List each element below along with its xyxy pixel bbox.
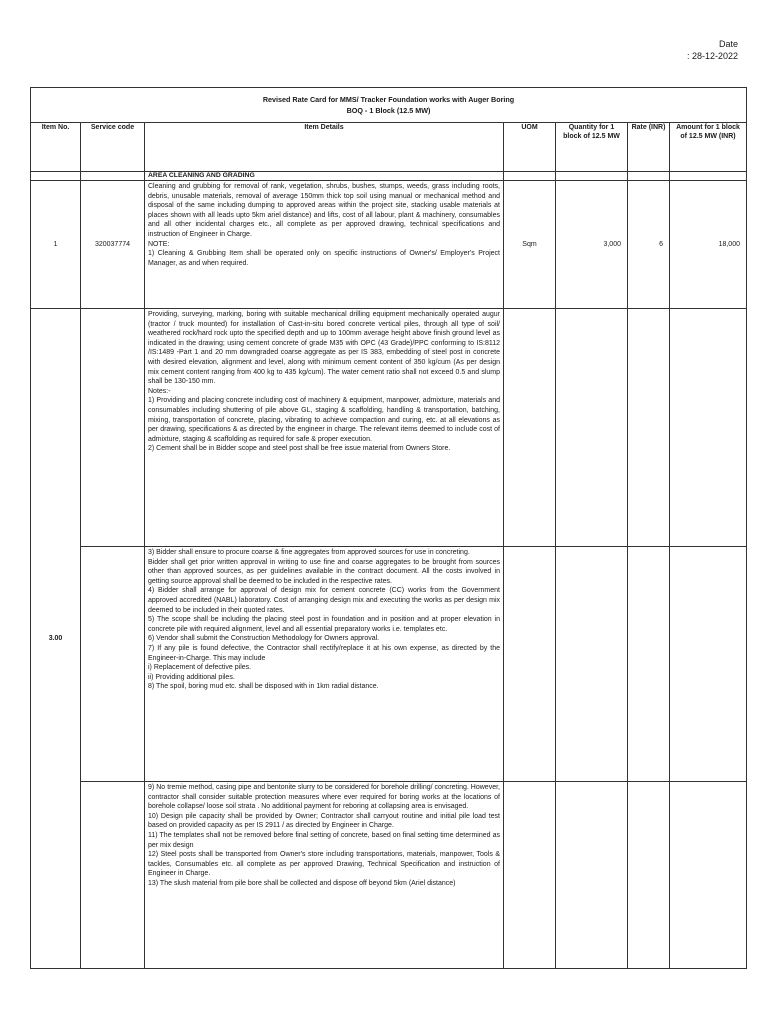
item2-detail-para: 3) Bidder shall ensure to procure coarse & fine aggregates from approved sources for use in concreting. xyxy=(148,549,470,556)
item2-detail-para: 11) The templates shall not be removed before final setting of concrete, based on final setting time determined as per mix design xyxy=(148,831,500,849)
item2-detail-para: 8) The spoil, boring mud etc. shall be disposed with in 1km radial distance. xyxy=(148,683,379,691)
item1-detail-para: NOTE: xyxy=(148,240,170,248)
item1-rate: 6 xyxy=(628,181,670,309)
col-service-code: Service code xyxy=(81,123,145,172)
item1-quantity: 3,000 xyxy=(556,181,628,309)
item2-detail-para: i) Replacement of defective piles. xyxy=(148,664,252,672)
col-rate: Rate (INR) xyxy=(628,123,670,172)
table-title xyxy=(31,88,747,123)
item1-service-code: 320037774 xyxy=(81,181,145,309)
col-amount: Amount for 1 block of 12.5 MW (INR) xyxy=(670,123,747,172)
column-header-row xyxy=(31,123,747,172)
item2-detail-para: 1) Providing and placing concrete including cost of machinery & equipment, manpower, admixture, materials and consumables including shuttering of pile above GL, staging & scaffolding, handling & transportation, batching, mixing, transportation of concrete, placing, vibrating to achieve compaction and curing, etc. at all elevations as per drawing, specifications & as directed by the engineer in charge. The relevant items deemed to include cost of admixture, staging & scaffolding as required for safe & proper execution. xyxy=(148,397,500,443)
section-row xyxy=(31,172,747,181)
item2-detail-para: Providing, surveying, marking, boring with suitable mechanical drilling equipment mechanically operated augur (tractor / truck mounted) for installation of Cast-in-situ bored concrete vertical piles, through all type of soil/ weathered rock/hard rock upto the specified depth and up to 100mm average height above finish ground level as indicated in the drawing; using cement concrete of grade M35 with OPC (43 Grade)/PPC conforming to IS:8112 /IS:1489 -Part 1 and 20 mm downgraded coarse aggregate as per IS 383, embedding of steel post in concrete with desired elevation, alignment and level, along with minimum cement content of 350 kg/cum (As per design mix cement content ranging from 400 kg to 435 kg/cum). The water cement ratio shall not exceed 0.5 and slump shall be 130-150 mm. xyxy=(148,311,500,386)
section-title: AREA CLEANING AND GRADING xyxy=(145,172,504,181)
rate-card-table xyxy=(30,87,747,969)
item1-uom: Sqm xyxy=(504,181,556,309)
item2-detail-para: ii) Providing additional piles. xyxy=(148,673,235,681)
col-item-no: Item No. xyxy=(31,123,81,172)
table-title-line1: Revised Rate Card for MMS/ Tracker Foundation works with Auger Boring xyxy=(262,95,515,104)
table-title-line2: BOQ - 1 Block (12.5 MW) xyxy=(346,106,431,115)
date-value: : 28-12-2022 xyxy=(686,51,738,61)
col-quantity: Quantity for 1 block of 12.5 MW xyxy=(556,123,628,172)
item2-detail-para: Notes:- xyxy=(148,387,171,395)
item2-detail-para: 10) Design pile capacity shall be provided by Owner; Contractor shall carryout routine and initial pile load test based on provided capacity as per IS 2911 / as directed by Engineer in Charge. xyxy=(148,812,500,830)
date-block xyxy=(687,38,738,62)
item2-detail-para: 13) The slush material from pile bore shall be collected and dispose off beyond 5km (Ariel distance) xyxy=(148,879,456,887)
item2-detail-para: 6) Vendor shall submit the Construction Methodology for Owners approval. xyxy=(148,635,380,643)
item2-detail-para: 2) Cement shall be in Bidder scope and steel post shall be free issue material from Owners Store. xyxy=(148,445,451,453)
item1-details xyxy=(145,181,504,309)
col-item-details: Item Details xyxy=(145,123,504,172)
item2-detail-para: 5) The scope shall be including the placing steel post in foundation and in position and at proper elevation in concrete pile with required alignment, level and all essential preparatory works i.e. templates etc. xyxy=(148,616,500,633)
item2-detail-para: Bidder shall get prior written approval in writing to use fine and coarse aggregates to be brought from sources other than approved sources, as per guidelines available in the contract document. All the costs involved in getting source approval shall be deemed to be included in the respective rates. xyxy=(148,558,500,585)
item1-detail-para: 1) Cleaning & Grubbing Item shall be operated only on specific instructions of Owner's/ Employer's Project Manager, as and when required. xyxy=(148,250,500,267)
item2-detail-para: 4) Bidder shall arrange for approval of design mix for cement concrete (CC) works from the Government approved accredited (NABL) laboratory. Cost of arranging design mix and executing the works as per design mix deemed to be included in their quoted rates. xyxy=(148,587,500,614)
table-row xyxy=(31,309,747,547)
item2-details-a xyxy=(145,309,504,547)
item2-details-c xyxy=(145,782,504,969)
item2-detail-para: 7) If any pile is found defective, the Contractor shall rectify/replace it at his own expense, as directed by the Engineer-in-Charge. This may include xyxy=(148,644,500,662)
date-label: Date xyxy=(718,39,738,49)
item1-no: 1 xyxy=(31,181,81,309)
item2-no: 3.00 xyxy=(31,309,81,969)
item1-amount: 18,000 xyxy=(670,181,747,309)
table-row xyxy=(31,547,747,782)
col-uom: UOM xyxy=(504,123,556,172)
item2-detail-para: 9) No tremie method, casing pipe and bentonite slurry to be considered for borehole drilling/ concreting. However, contractor shall consider suitable protection measures where ever required for boring works at the locations of borehole collapse/ loose soil strata . No additional payment for reboring at collapsing area is envisaged. xyxy=(148,784,500,811)
table-row xyxy=(31,782,747,969)
item2-detail-para: 12) Steel posts shall be transported from Owner's store including transportations, materials, manpower, Tools & tackles, Consumables etc. all complete as per approved Drawing, Technical Specification and instruction of Engineer in Charge. xyxy=(148,851,500,878)
item1-detail-para: Cleaning and grubbing for removal of rank, vegetation, shrubs, bushes, stumps, weeds, grass including roots, debris, unusable materials, removal of average 150mm thick top soil using manual or mechanical method and disposal of the same including dumping to approved areas within the project site, stacking usable materials at places shown with all leads upto 5km ariel distance) and lifts, cost of all labour, plant & machinery, consumables and all other incidental charges etc., all complete as per approved drawing, technical specifications and instruction of Engineer in Charge. xyxy=(148,183,500,238)
item2-details-b xyxy=(145,547,504,782)
table-row xyxy=(31,181,747,309)
